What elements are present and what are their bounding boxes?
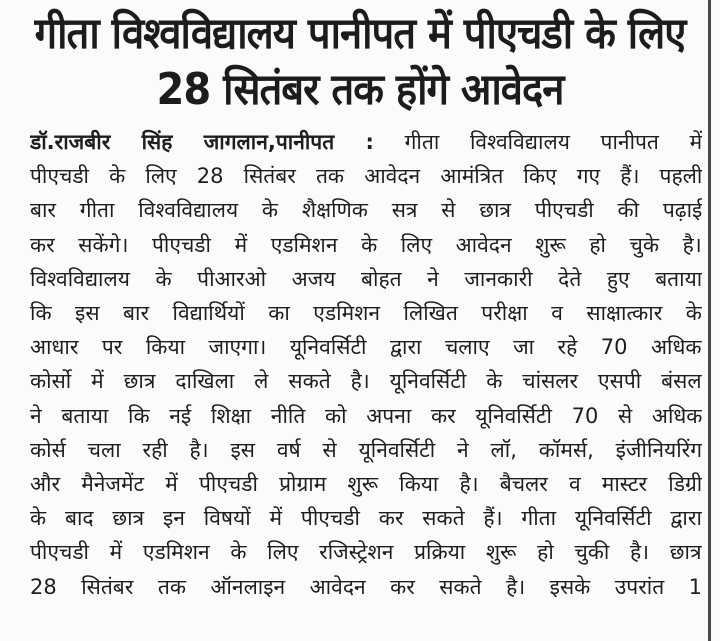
body-line: और मैनेजमेंट में पीएचडी प्रोग्राम शुरू किया है। बैचलर व मास्टर डिग्री <box>30 472 702 497</box>
body-line: कर सकेंगे। पीएचडी में एडमिशन के लिए आवेदन शुरू हो चुके है। <box>30 232 702 257</box>
body-line: के बाद छात्र इन विषयों में पीएचडी कर सकते हैं। गीता यूनिवर्सिटी द्वारा <box>30 506 702 531</box>
byline: डॉ.राजबीर सिंह जागलान,पानीपत : <box>30 130 374 154</box>
body-line: पीएचडी में एडमिशन के लिए रजिस्ट्रेशन प्रक्रिया शुरू हो चुकी है। छात्र <box>30 540 702 565</box>
body-line: कोर्सो में छात्र दाखिला ले सकते है। यूनिवर्सिटी के चांसलर एसपी बंसल <box>30 369 702 394</box>
body-line-text: गीता विश्वविद्यालय पानीपत में <box>404 130 702 154</box>
body-line: ने बताया कि नई शिक्षा नीति को अपना कर यूनिवर्सिटी 70 से अधिक <box>30 403 702 428</box>
body-line: पीएचडी के लिए 28 सितंबर तक आवेदन आमंत्रित किए गए हैं। पहली <box>30 164 702 189</box>
body-line: आधार पर किया जाएगा। यूनिवर्सिटी द्वारा चलाए जा रहे 70 अधिक <box>30 335 702 360</box>
body-line <box>30 125 702 159</box>
body-line: कोर्स चला रही है। इस वर्ष से यूनिवर्सिटी ने लॉ, कॉमर्स, इंजीनियरिंग <box>30 437 702 462</box>
body-line: विश्वविद्यालय के पीआरओ अजय बोहत ने जानकारी देते हुए बताया <box>30 266 702 291</box>
body-line: कि इस बार विद्यार्थियों का एडमिशन लिखित परीक्षा व साक्षात्कार के <box>30 301 702 326</box>
article-body <box>30 125 702 604</box>
headline-line-1: गीता विश्वविद्यालय पानीपत में पीएचडी के लिए <box>34 9 686 59</box>
headline <box>0 6 720 118</box>
column-rule <box>708 0 711 641</box>
body-line: 28 सितंबर तक ऑनलाइन आवेदन कर सकते है। इसके उपरांत 1 <box>30 574 702 599</box>
headline-line-2: 28 सितंबर तक होंगे आवेदन <box>156 65 564 115</box>
body-line: बार गीता विश्वविद्यालय के शैक्षणिक सत्र से छात्र पीएचडी की पढ़ाई <box>30 198 702 223</box>
